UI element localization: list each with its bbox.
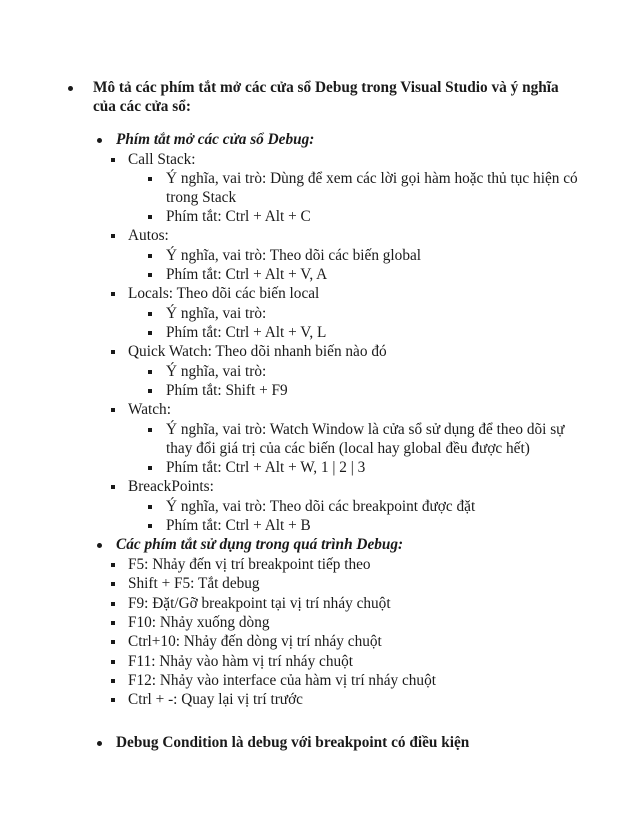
- window-name: Quick Watch: Theo dõi nhanh biến nào đó: [128, 343, 387, 360]
- bullet-square: [111, 563, 115, 567]
- bullet-square: [148, 370, 152, 374]
- bullet-square: [148, 524, 152, 528]
- window-detail-cont: thay đổi giá trị của các biến (local hay global đều được hết): [166, 440, 530, 457]
- bullet-square: [111, 292, 115, 296]
- bullet-square: [111, 408, 115, 412]
- bullet-square: [111, 234, 115, 238]
- window-detail: Ý nghĩa, vai trò: Theo dõi các breakpoint được đặt: [166, 498, 476, 515]
- bullet-dot: [68, 86, 73, 91]
- bullet-square: [111, 640, 115, 644]
- bullet-square: [111, 350, 115, 354]
- bullet-square: [148, 428, 152, 432]
- window-name: BreackPoints:: [128, 478, 214, 495]
- window-shortcut: Phím tắt: Ctrl + Alt + V, A: [166, 266, 328, 283]
- section-title: Mô tả các phím tắt mở các cửa sổ Debug trong Visual Studio và ý nghĩa: [93, 79, 559, 96]
- window-detail: Ý nghĩa, vai trò:: [166, 305, 267, 322]
- subsection-heading: Phím tắt mở các cửa sổ Debug:: [116, 131, 315, 148]
- window-shortcut: Phím tắt: Ctrl + Alt + C: [166, 208, 311, 225]
- bullet-square: [111, 621, 115, 625]
- bullet-dot: [97, 138, 102, 143]
- window-shortcut: Phím tắt: Ctrl + Alt + B: [166, 517, 311, 534]
- window-shortcut: Phím tắt: Shift + F9: [166, 382, 288, 399]
- window-detail: Ý nghĩa, vai trò: Theo dõi các biến global: [166, 247, 422, 264]
- window-name: Watch:: [128, 401, 171, 418]
- section-title: Debug Condition là debug với breakpoint có điều kiện: [116, 734, 470, 751]
- window-detail: Ý nghĩa, vai trò: Dùng để xem các lời gọi hàm hoặc thủ tục hiện có: [166, 170, 578, 187]
- bullet-square: [111, 485, 115, 489]
- bullet-square: [148, 312, 152, 316]
- subsection-heading: Các phím tắt sử dụng trong quá trình Debug:: [116, 536, 404, 553]
- bullet-square: [148, 466, 152, 470]
- bullet-square: [148, 177, 152, 181]
- debug-key-item: Shift + F5: Tắt debug: [128, 575, 260, 592]
- debug-key-item: F10: Nhảy xuống dòng: [128, 614, 270, 631]
- window-name: Autos:: [128, 227, 169, 244]
- debug-key-item: F5: Nhảy đến vị trí breakpoint tiếp theo: [128, 556, 371, 573]
- bullet-square: [148, 505, 152, 509]
- window-shortcut: Phím tắt: Ctrl + Alt + V, L: [166, 324, 327, 341]
- debug-key-item: Ctrl + -: Quay lại vị trí trước: [128, 691, 303, 708]
- window-name: Locals: Theo dõi các biến local: [128, 285, 320, 302]
- window-detail: Ý nghĩa, vai trò: Watch Window là cửa sổ sử dụng để theo dõi sự: [166, 421, 565, 438]
- bullet-square: [111, 582, 115, 586]
- bullet-square: [111, 698, 115, 702]
- window-detail: Ý nghĩa, vai trò:: [166, 363, 267, 380]
- section-title-cont: của các cửa sổ:: [93, 98, 191, 115]
- window-shortcut: Phím tắt: Ctrl + Alt + W, 1 | 2 | 3: [166, 459, 366, 476]
- debug-key-item: Ctrl+10: Nhảy đến dòng vị trí nháy chuột: [128, 633, 382, 650]
- window-detail-cont: trong Stack: [166, 189, 237, 206]
- bullet-square: [111, 679, 115, 683]
- bullet-dot: [97, 543, 102, 548]
- bullet-square: [111, 660, 115, 664]
- bullet-square: [148, 273, 152, 277]
- bullet-square: [148, 331, 152, 335]
- debug-key-item: F12: Nhảy vào interface của hàm vị trí nháy chuột: [128, 672, 436, 689]
- debug-key-item: F11: Nhảy vào hàm vị trí nháy chuột: [128, 653, 354, 670]
- bullet-dot: [97, 741, 102, 746]
- bullet-square: [148, 389, 152, 393]
- debug-key-item: F9: Đặt/Gỡ breakpoint tại vị trí nháy chuột: [128, 595, 391, 612]
- bullet-square: [111, 602, 115, 606]
- bullet-square: [111, 158, 115, 162]
- bullet-square: [148, 254, 152, 258]
- window-name: Call Stack:: [128, 151, 196, 168]
- bullet-square: [148, 215, 152, 219]
